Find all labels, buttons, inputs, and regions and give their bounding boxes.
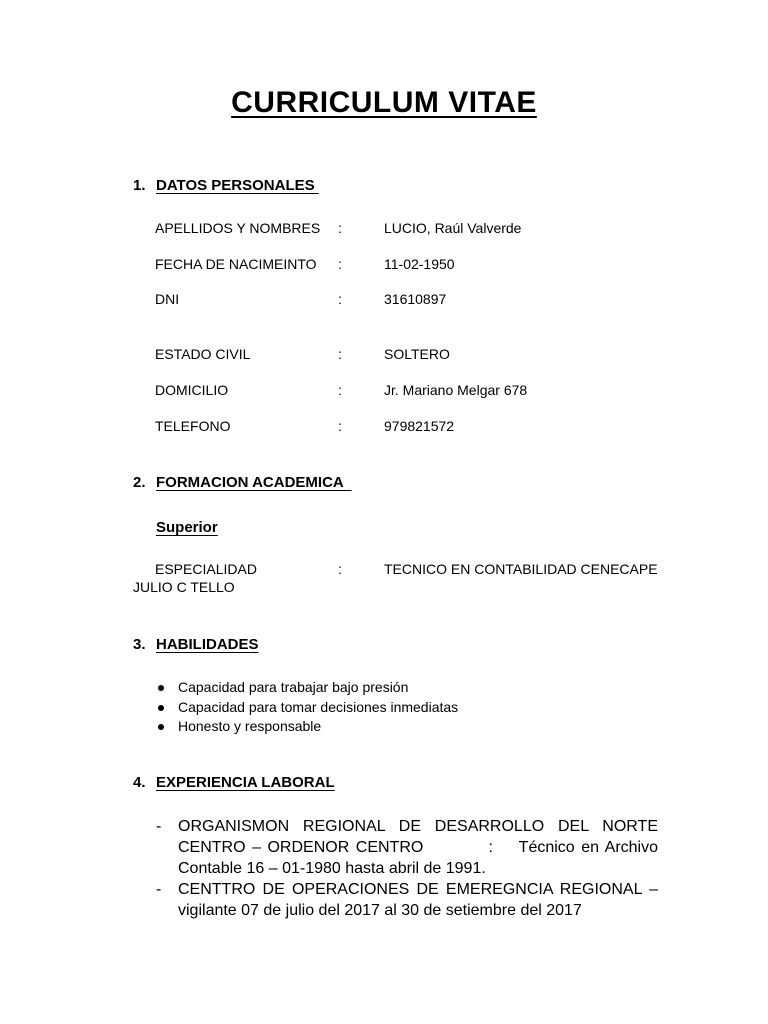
skills-list (156, 678, 458, 737)
field-colon: : (338, 256, 342, 272)
field-colon: : (338, 561, 342, 577)
list-item (156, 816, 663, 879)
dash-marker: - (156, 818, 162, 835)
section-heading-personal: DATOS PERSONALES (156, 177, 319, 194)
field-value-address: Jr. Mariano Melgar 678 (384, 382, 528, 398)
field-label-dni: DNI (155, 291, 180, 307)
list-item (156, 698, 458, 718)
field-label-address: DOMICILIO (155, 382, 229, 398)
field-value-birthdate: 11-02-1950 (384, 256, 455, 272)
bullet-icon (158, 705, 164, 711)
experience-text: CENTTRO DE OPERACIONES DE EMEREGNCIA REGIONAL – vigilante 07 de julio del 2017 al 30 de setiembre del 2017 (178, 881, 658, 919)
experience-text: ORGANISMON REGIONAL DE DESARROLLO DEL NORTE CENTRO – ORDENOR CENTRO : Técnico en Archivo Contable 16 – 01-1980 hasta abril de 1991. (178, 818, 663, 877)
dash-marker: - (156, 881, 162, 898)
field-colon: : (338, 382, 342, 398)
field-colon: : (338, 418, 342, 434)
section-heading-skills: HABILIDADES (156, 636, 259, 653)
experience-list (156, 816, 663, 921)
field-value-specialty: TECNICO EN CONTABILIDAD CENECAPE (384, 561, 658, 577)
field-label-birthdate: FECHA DE NACIMEINTO (155, 256, 317, 272)
field-value-specialty-continued: JULIO C TELLO (133, 579, 235, 595)
skill-text: Capacidad para tomar decisiones inmediatas (178, 698, 459, 715)
field-colon: : (338, 346, 342, 362)
subheading-superior: Superior (156, 519, 218, 536)
section-number-skills: 3. (133, 636, 146, 653)
field-value-dni: 31610897 (384, 291, 447, 307)
list-item (156, 717, 458, 737)
section-number-personal: 1. (133, 177, 146, 194)
field-value-phone: 979821572 (384, 418, 455, 434)
field-label-specialty: ESPECIALIDAD (155, 561, 257, 577)
field-label-name: APELLIDOS Y NOMBRES (155, 220, 321, 236)
field-value-name: LUCIO, Raúl Valverde (384, 220, 522, 236)
field-colon: : (338, 220, 342, 236)
bullet-icon (158, 724, 164, 730)
document-title (0, 86, 768, 120)
skill-text: Capacidad para trabajar bajo presión (178, 679, 409, 695)
bullet-icon (158, 685, 164, 691)
section-heading-education: FORMACION ACADEMICA (156, 474, 352, 491)
list-item (156, 678, 458, 698)
section-number-experience: 4. (133, 774, 146, 791)
section-heading-experience: EXPERIENCIA LABORAL (156, 774, 335, 791)
field-colon: : (338, 291, 342, 307)
section-number-education: 2. (133, 474, 146, 491)
skill-text: Honesto y responsable (178, 718, 322, 734)
field-label-civil-status: ESTADO CIVIL (155, 346, 251, 362)
document-title-text: CURRICULUM VITAE (231, 86, 537, 119)
field-label-phone: TELEFONO (155, 418, 231, 434)
list-item (156, 879, 658, 921)
field-value-civil-status: SOLTERO (384, 346, 450, 362)
